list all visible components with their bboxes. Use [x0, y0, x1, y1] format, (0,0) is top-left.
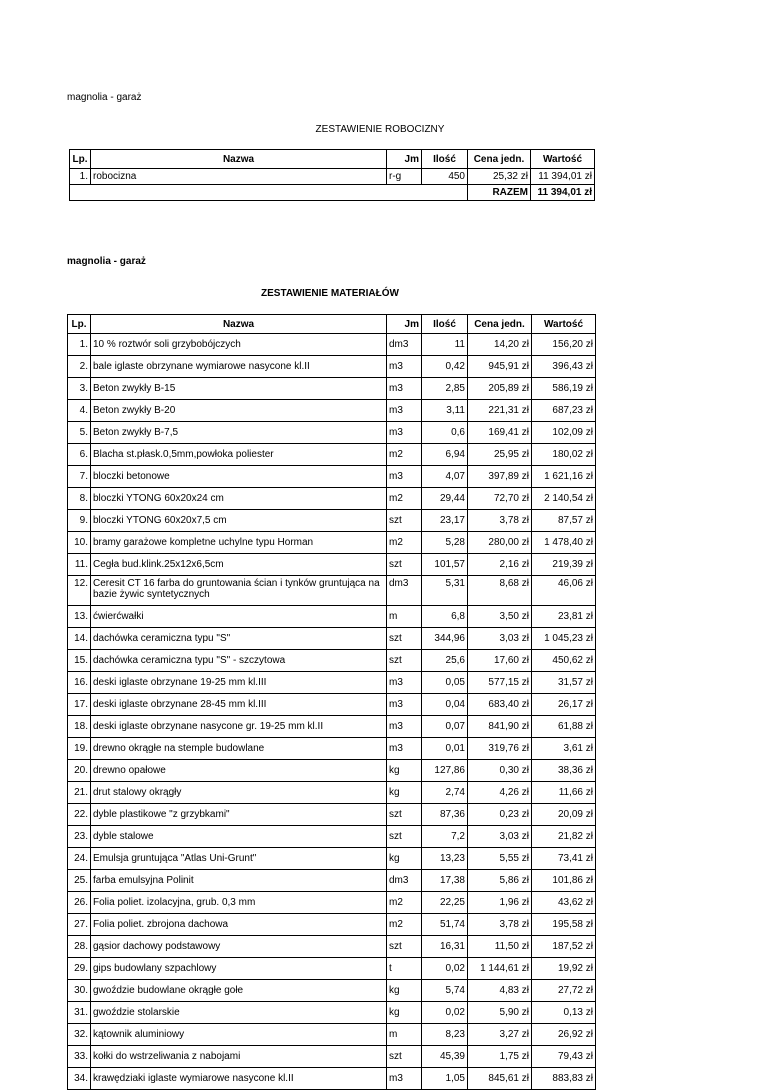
row-lp: 26.	[68, 892, 91, 914]
row-unit: szt	[387, 936, 422, 958]
row-lp: 23.	[68, 826, 91, 848]
col-name: Nazwa	[91, 150, 387, 169]
row-lp: 18.	[68, 716, 91, 738]
row-lp: 7.	[68, 466, 91, 488]
row-lp: 14.	[68, 628, 91, 650]
row-unit: m3	[387, 400, 422, 422]
table-row	[68, 870, 596, 892]
row-name: gips budowlany szpachlowy	[91, 958, 387, 980]
row-name: deski iglaste obrzynane 19-25 mm kl.III	[91, 672, 387, 694]
col-qty: Ilość	[422, 150, 468, 169]
table-row	[68, 628, 596, 650]
table-row	[68, 1002, 596, 1024]
row-unit-price: 72,70 zł	[468, 488, 532, 510]
row-lp: 5.	[68, 422, 91, 444]
row-unit: m3	[387, 466, 422, 488]
row-unit: m	[387, 606, 422, 628]
row-name: Blacha st.płask.0,5mm,powłoka poliester	[91, 444, 387, 466]
row-lp: 6.	[68, 444, 91, 466]
row-value: 2 140,54 zł	[532, 488, 596, 510]
table-header-row	[68, 315, 596, 334]
table-row	[68, 716, 596, 738]
row-qty: 4,07	[422, 466, 468, 488]
row-name: dyble plastikowe "z grzybkami"	[91, 804, 387, 826]
row-unit: dm3	[387, 334, 422, 356]
row-qty: 51,74	[422, 914, 468, 936]
labour-summary-title: ZESTAWIENIE ROBOCIZNY	[315, 124, 445, 135]
table-row	[68, 554, 596, 576]
row-unit: m3	[387, 378, 422, 400]
row-qty: 3,11	[422, 400, 468, 422]
row-unit: szt	[387, 826, 422, 848]
row-value: 79,43 zł	[532, 1046, 596, 1068]
row-lp: 1.	[68, 334, 91, 356]
row-lp: 34.	[68, 1068, 91, 1090]
table-header-row	[70, 150, 595, 169]
row-value: 1 621,16 zł	[532, 466, 596, 488]
col-qty: Ilość	[422, 315, 468, 334]
row-name: Folia poliet. zbrojona dachowa	[91, 914, 387, 936]
row-lp: 1.	[70, 169, 91, 185]
row-unit-price: 5,86 zł	[468, 870, 532, 892]
table-row	[68, 1046, 596, 1068]
row-name: bloczki betonowe	[91, 466, 387, 488]
row-qty: 7,2	[422, 826, 468, 848]
row-value: 19,92 zł	[532, 958, 596, 980]
table-row	[68, 378, 596, 400]
row-unit: m3	[387, 694, 422, 716]
row-name: Beton zwykły B-7,5	[91, 422, 387, 444]
row-unit: m3	[387, 1068, 422, 1090]
row-unit: m3	[387, 716, 422, 738]
row-unit-price: 319,76 zł	[468, 738, 532, 760]
row-unit: szt	[387, 1046, 422, 1068]
row-unit: m2	[387, 532, 422, 554]
row-unit: m3	[387, 422, 422, 444]
row-name: kątownik aluminiowy	[91, 1024, 387, 1046]
table-row	[68, 444, 596, 466]
table-row	[68, 782, 596, 804]
row-name: gwoździe budowlane okrągłe gołe	[91, 980, 387, 1002]
row-value: 219,39 zł	[532, 554, 596, 576]
row-name: gąsior dachowy podstawowy	[91, 936, 387, 958]
row-name: Folia poliet. izolacyjna, grub. 0,3 mm	[91, 892, 387, 914]
row-qty: 0,42	[422, 356, 468, 378]
row-value: 61,88 zł	[532, 716, 596, 738]
row-unit-price: 0,23 zł	[468, 804, 532, 826]
row-lp: 25.	[68, 870, 91, 892]
row-lp: 15.	[68, 650, 91, 672]
row-qty: 2,74	[422, 782, 468, 804]
row-qty: 0,6	[422, 422, 468, 444]
row-unit-price: 841,90 zł	[468, 716, 532, 738]
row-value: 43,62 zł	[532, 892, 596, 914]
row-lp: 11.	[68, 554, 91, 576]
row-value: 450,62 zł	[532, 650, 596, 672]
row-lp: 17.	[68, 694, 91, 716]
table-row	[68, 356, 596, 378]
row-name: 10 % roztwór soli grzybobójczych	[91, 334, 387, 356]
row-name: deski iglaste obrzynane 28-45 mm kl.III	[91, 694, 387, 716]
row-unit: kg	[387, 1002, 422, 1024]
row-name: deski iglaste obrzynane nasycone gr. 19-25 mm kl.II	[91, 716, 387, 738]
row-qty: 8,23	[422, 1024, 468, 1046]
row-unit-price: 17,60 zł	[468, 650, 532, 672]
row-qty: 5,31	[422, 576, 468, 606]
row-unit-price: 221,31 zł	[468, 400, 532, 422]
row-qty: 16,31	[422, 936, 468, 958]
table-row	[68, 804, 596, 826]
table-row	[68, 400, 596, 422]
row-qty: 0,02	[422, 1002, 468, 1024]
col-unit: Jm	[387, 315, 422, 334]
row-unit: kg	[387, 848, 422, 870]
materials-summary-title: ZESTAWIENIE MATERIAŁÓW	[261, 288, 399, 299]
col-name: Nazwa	[91, 315, 387, 334]
row-name: Beton zwykły B-15	[91, 378, 387, 400]
row-name: Emulsja gruntująca "Atlas Uni-Grunt"	[91, 848, 387, 870]
row-qty: 101,57	[422, 554, 468, 576]
row-name: dachówka ceramiczna typu "S" - szczytowa	[91, 650, 387, 672]
row-qty: 0,02	[422, 958, 468, 980]
table-row	[68, 914, 596, 936]
table-row	[68, 576, 596, 606]
row-lp: 12.	[68, 576, 91, 606]
row-value: 195,58 zł	[532, 914, 596, 936]
row-lp: 27.	[68, 914, 91, 936]
row-lp: 28.	[68, 936, 91, 958]
row-lp: 29.	[68, 958, 91, 980]
section2-header: magnolia - garaż	[67, 256, 146, 267]
row-unit-price: 1 144,61 zł	[468, 958, 532, 980]
row-lp: 33.	[68, 1046, 91, 1068]
row-unit: m2	[387, 444, 422, 466]
row-name: ćwierćwałki	[91, 606, 387, 628]
row-name: drewno opałowe	[91, 760, 387, 782]
row-unit-price: 577,15 zł	[468, 672, 532, 694]
table-row	[68, 334, 596, 356]
row-unit-price: 2,16 zł	[468, 554, 532, 576]
total-label: RAZEM	[468, 185, 531, 201]
row-lp: 16.	[68, 672, 91, 694]
row-value: 31,57 zł	[532, 672, 596, 694]
row-lp: 22.	[68, 804, 91, 826]
row-qty: 0,05	[422, 672, 468, 694]
row-unit-price: 3,50 zł	[468, 606, 532, 628]
row-unit-price: 683,40 zł	[468, 694, 532, 716]
row-value: 180,02 zł	[532, 444, 596, 466]
row-unit-price: 5,55 zł	[468, 848, 532, 870]
table-row	[68, 1024, 596, 1046]
row-name: drut stalowy okrągły	[91, 782, 387, 804]
table-row	[68, 488, 596, 510]
row-value: 73,41 zł	[532, 848, 596, 870]
row-qty: 17,38	[422, 870, 468, 892]
row-name: gwoździe stolarskie	[91, 1002, 387, 1024]
row-unit-price: 4,83 zł	[468, 980, 532, 1002]
row-lp: 24.	[68, 848, 91, 870]
row-unit: m3	[387, 356, 422, 378]
col-lp: Lp.	[70, 150, 91, 169]
col-unit: Jm	[387, 150, 422, 169]
table-row	[68, 760, 596, 782]
row-unit: r-g	[387, 169, 422, 185]
row-lp: 21.	[68, 782, 91, 804]
row-lp: 10.	[68, 532, 91, 554]
table-row	[68, 936, 596, 958]
row-unit: szt	[387, 804, 422, 826]
row-value: 102,09 zł	[532, 422, 596, 444]
row-value: 0,13 zł	[532, 1002, 596, 1024]
row-qty: 0,07	[422, 716, 468, 738]
row-unit: dm3	[387, 576, 422, 606]
row-name: bloczki YTONG 60x20x24 cm	[91, 488, 387, 510]
row-unit-price: 3,03 zł	[468, 826, 532, 848]
row-unit: m2	[387, 914, 422, 936]
materials-table	[67, 314, 596, 1090]
row-qty: 5,74	[422, 980, 468, 1002]
row-value: 38,36 zł	[532, 760, 596, 782]
row-name: Beton zwykły B-20	[91, 400, 387, 422]
table-row	[68, 694, 596, 716]
row-unit-price: 8,68 zł	[468, 576, 532, 606]
row-lp: 20.	[68, 760, 91, 782]
row-unit: szt	[387, 650, 422, 672]
row-value: 1 045,23 zł	[532, 628, 596, 650]
row-qty: 87,36	[422, 804, 468, 826]
row-value: 11,66 zł	[532, 782, 596, 804]
row-value: 3,61 zł	[532, 738, 596, 760]
table-row	[68, 510, 596, 532]
col-unit-price: Cena jedn.	[468, 315, 532, 334]
row-unit: m3	[387, 672, 422, 694]
row-qty: 13,23	[422, 848, 468, 870]
row-unit: t	[387, 958, 422, 980]
table-row	[68, 422, 596, 444]
row-unit-price: 14,20 zł	[468, 334, 532, 356]
row-lp: 30.	[68, 980, 91, 1002]
row-unit-price: 945,91 zł	[468, 356, 532, 378]
row-unit: szt	[387, 628, 422, 650]
row-name: bloczki YTONG 60x20x7,5 cm	[91, 510, 387, 532]
table-row	[68, 466, 596, 488]
row-lp: 13.	[68, 606, 91, 628]
row-qty: 0,01	[422, 738, 468, 760]
row-name: krawędziaki iglaste wymiarowe nasycone kl.II	[91, 1068, 387, 1090]
row-unit-price: 845,61 zł	[468, 1068, 532, 1090]
row-unit-price: 397,89 zł	[468, 466, 532, 488]
row-unit-price: 1,75 zł	[468, 1046, 532, 1068]
row-unit: m2	[387, 892, 422, 914]
row-value: 187,52 zł	[532, 936, 596, 958]
row-qty: 23,17	[422, 510, 468, 532]
total-value: 11 394,01 zł	[531, 185, 595, 201]
row-lp: 19.	[68, 738, 91, 760]
row-name: kołki do wstrzeliwania z nabojami	[91, 1046, 387, 1068]
table-row	[68, 606, 596, 628]
row-qty: 0,04	[422, 694, 468, 716]
table-row	[70, 169, 595, 185]
row-qty: 450	[422, 169, 468, 185]
row-qty: 344,96	[422, 628, 468, 650]
row-value: 687,23 zł	[532, 400, 596, 422]
row-unit-price: 3,27 zł	[468, 1024, 532, 1046]
row-qty: 1,05	[422, 1068, 468, 1090]
row-qty: 11	[422, 334, 468, 356]
row-name: Ceresit CT 16 farba do gruntowania ścian i tynków gruntująca na bazie żywic syntetycznych	[91, 576, 387, 606]
row-value: 101,86 zł	[532, 870, 596, 892]
row-unit: kg	[387, 782, 422, 804]
row-lp: 32.	[68, 1024, 91, 1046]
row-qty: 29,44	[422, 488, 468, 510]
row-qty: 22,25	[422, 892, 468, 914]
labour-table	[69, 149, 595, 201]
table-row	[68, 532, 596, 554]
row-unit: szt	[387, 510, 422, 532]
row-unit-price: 3,03 zł	[468, 628, 532, 650]
row-unit-price: 5,90 zł	[468, 1002, 532, 1024]
row-value: 23,81 zł	[532, 606, 596, 628]
row-unit: szt	[387, 554, 422, 576]
row-value: 26,92 zł	[532, 1024, 596, 1046]
row-value: 26,17 zł	[532, 694, 596, 716]
row-value: 11 394,01 zł	[531, 169, 595, 185]
row-value: 586,19 zł	[532, 378, 596, 400]
row-unit: dm3	[387, 870, 422, 892]
row-name: bale iglaste obrzynane wymiarowe nasycone kl.II	[91, 356, 387, 378]
row-value: 156,20 zł	[532, 334, 596, 356]
row-unit-price: 0,30 zł	[468, 760, 532, 782]
row-name: dachówka ceramiczna typu "S"	[91, 628, 387, 650]
table-row	[68, 980, 596, 1002]
row-name: bramy garażowe kompletne uchylne typu Horman	[91, 532, 387, 554]
row-unit-price: 11,50 zł	[468, 936, 532, 958]
row-qty: 25,6	[422, 650, 468, 672]
total-row	[70, 185, 595, 201]
row-unit-price: 4,26 zł	[468, 782, 532, 804]
table-row	[68, 1068, 596, 1090]
row-qty: 127,86	[422, 760, 468, 782]
row-unit: m	[387, 1024, 422, 1046]
row-name: farba emulsyjna Polinit	[91, 870, 387, 892]
col-value: Wartość	[532, 315, 596, 334]
col-value: Wartość	[531, 150, 595, 169]
row-name: Cegła bud.klink.25x12x6,5cm	[91, 554, 387, 576]
table-row	[68, 738, 596, 760]
row-value: 87,57 zł	[532, 510, 596, 532]
table-row	[68, 672, 596, 694]
row-qty: 6,8	[422, 606, 468, 628]
row-lp: 4.	[68, 400, 91, 422]
row-qty: 5,28	[422, 532, 468, 554]
row-lp: 8.	[68, 488, 91, 510]
row-unit-price: 1,96 zł	[468, 892, 532, 914]
row-value: 20,09 zł	[532, 804, 596, 826]
row-value: 883,83 zł	[532, 1068, 596, 1090]
row-qty: 45,39	[422, 1046, 468, 1068]
row-unit-price: 205,89 zł	[468, 378, 532, 400]
table-row	[68, 848, 596, 870]
row-unit-price: 280,00 zł	[468, 532, 532, 554]
row-lp: 31.	[68, 1002, 91, 1024]
row-value: 21,82 zł	[532, 826, 596, 848]
row-value: 1 478,40 zł	[532, 532, 596, 554]
row-unit-price: 3,78 zł	[468, 510, 532, 532]
row-unit-price: 25,95 zł	[468, 444, 532, 466]
row-name: drewno okrągłe na stemple budowlane	[91, 738, 387, 760]
row-name: dyble stalowe	[91, 826, 387, 848]
row-qty: 6,94	[422, 444, 468, 466]
col-lp: Lp.	[68, 315, 91, 334]
row-unit: m2	[387, 488, 422, 510]
row-value: 396,43 zł	[532, 356, 596, 378]
row-lp: 2.	[68, 356, 91, 378]
row-unit-price: 3,78 zł	[468, 914, 532, 936]
section1-header: magnolia - garaż	[67, 92, 142, 103]
row-lp: 3.	[68, 378, 91, 400]
table-row	[68, 958, 596, 980]
row-value: 27,72 zł	[532, 980, 596, 1002]
row-lp: 9.	[68, 510, 91, 532]
row-value: 46,06 zł	[532, 576, 596, 606]
row-unit: kg	[387, 980, 422, 1002]
row-unit-price: 25,32 zł	[468, 169, 531, 185]
row-unit: kg	[387, 760, 422, 782]
row-unit-price: 169,41 zł	[468, 422, 532, 444]
row-unit: m3	[387, 738, 422, 760]
col-unit-price: Cena jedn.	[468, 150, 531, 169]
row-qty: 2,85	[422, 378, 468, 400]
table-row	[68, 650, 596, 672]
table-row	[68, 892, 596, 914]
row-name: robocizna	[91, 169, 387, 185]
table-row	[68, 826, 596, 848]
